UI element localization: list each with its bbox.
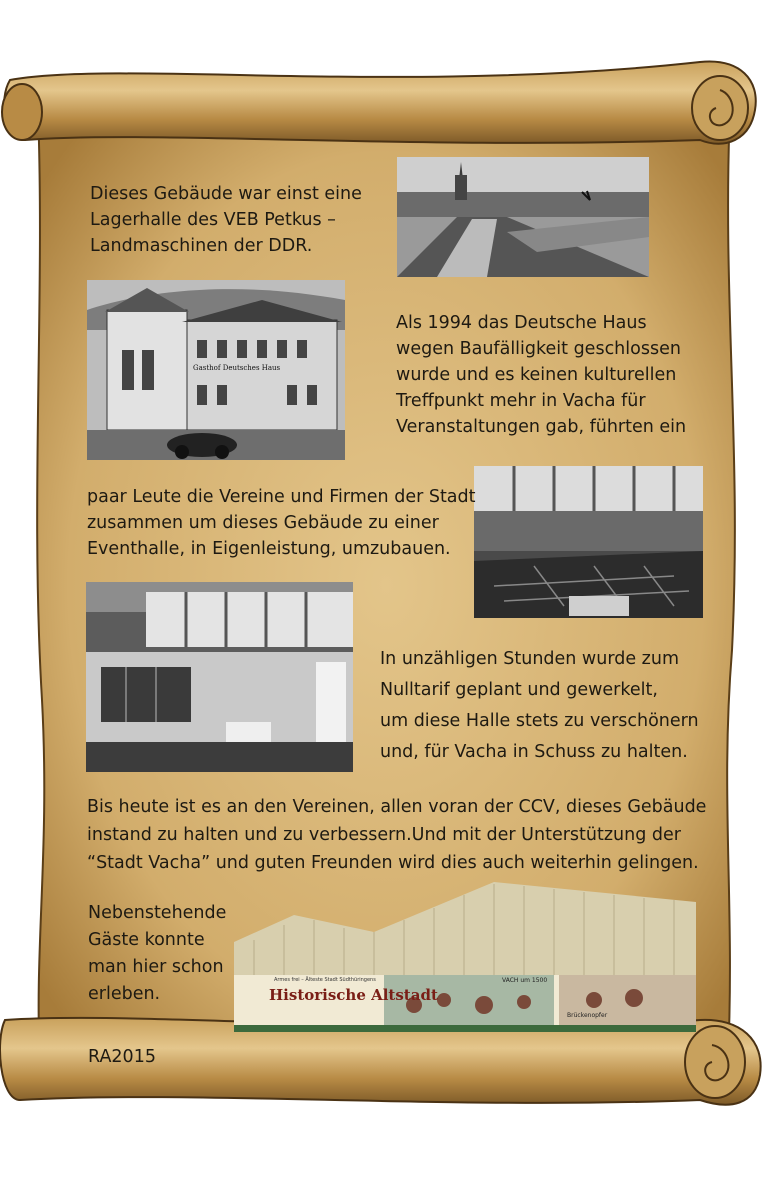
conversion-paragraph: paar Leute die Vereine und Firmen der Stadt zusammen um dieses Gebäude zu einer Eventhalle, in Eigenleistung, umzubauen. [87, 487, 476, 559]
closure-paragraph: Als 1994 das Deutsche Haus wegen Baufälligkeit geschlossen wurde und es keinen kulturellen Treffpunkt mehr in Vacha für Veranstaltungen gab, führten ein [396, 313, 687, 437]
intro-paragraph: Dieses Gebäude war einst eine Lagerhalle des VEB Petkus – Landmaschinen der DDR. [90, 184, 362, 256]
mural-bridge-label: Brückenopfer [567, 1012, 608, 1019]
mural-title: Historische Altstadt [269, 986, 438, 1004]
photo-hall-exterior [234, 880, 696, 1032]
deutsches-haus-sign: Gasthof Deutsches Haus [193, 364, 281, 372]
photo-deutsches-haus [87, 280, 345, 460]
today-paragraph: Bis heute ist es an den Vereinen, allen voran der CCV, dieses Gebäude instand zu halten und zu verbessern.Und mit der Unterstützung der “Stadt Vacha” und guten Freunden wird dies auch weiterhin gelingen. [87, 797, 707, 873]
mural-vacha-label: VACH um 1500 [502, 977, 548, 984]
mural-subtitle: Armes frei – Älteste Stadt Südthüringens [274, 977, 376, 983]
guests-paragraph: Nebenstehende Gäste konnte man hier schon erleben. [88, 903, 227, 1004]
signature: RA2015 [88, 1047, 156, 1067]
photo-hall-interior [86, 582, 353, 772]
photo-town-bridge [397, 157, 649, 277]
photo-empty-hall [474, 466, 703, 618]
volunteer-paragraph: In unzähligen Stunden wurde zum Nulltarif geplant und gewerkelt, um diese Halle stets zu verschönern und, für Vacha in Schuss zu halten. [380, 649, 699, 762]
